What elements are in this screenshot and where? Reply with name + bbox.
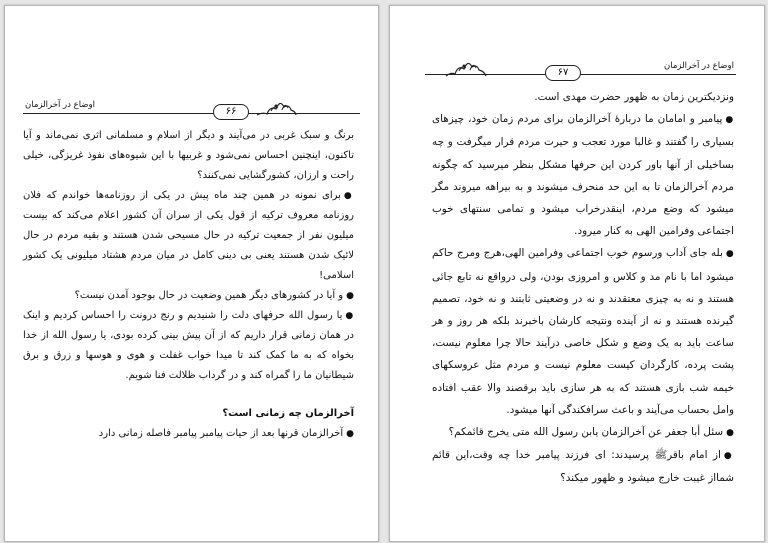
section-heading: آخرالزمان چه زمانی است؟: [222, 408, 354, 419]
bullet-icon: ●: [726, 428, 734, 439]
paragraph-text: آخرالزمان قرنها بعد از حیات پیامبر پیامبر فاصله زمانی دارد: [98, 428, 344, 439]
paragraph-text: از امام باقرﷺ پرسیدند: ای فرزند پیامبر خدا چه وقت،این قائم شمااز غیبت خارج میشود و ظهور میکند؟: [432, 449, 734, 485]
header-rule: [23, 113, 360, 114]
page-body: [23, 126, 354, 444]
bullet-icon: ●: [345, 311, 354, 321]
running-title: اوضاع در آخرالزمان: [664, 61, 734, 71]
bullet-icon: ●: [723, 451, 734, 462]
paragraph-text: برای نمونه در همین چند ماه پیش در یکی از روزنامه‌ها خواندم که فلان روزنامه معروف ترکیه از قول یکی از سران آن کشور اعلام می‌کند که بیست میلیون نفر از جمعیت ترکیه در حال مسیحی شدن هستند و بقیه مردم در حال لائیک شدن هستند یعنی بی دینی کامل در میان مردم هشتاد میلیونی یک کشور اسلامی!: [23, 190, 354, 281]
bullet-icon: ●: [725, 115, 735, 126]
paragraph: [23, 424, 354, 444]
paragraph: [23, 286, 354, 306]
paragraph: [432, 421, 734, 444]
bullet-icon: ●: [346, 429, 354, 439]
paragraph: [23, 306, 354, 386]
paragraph-text: پیامبر و امامان ما دربارهٔ آخرالزمان برای مردم زمان خود، چیزهای بسیاری را گفتند و غالبا مورد تعجب و حیرت مردم قرار میگرفت و چه بساخیلی از آنها باور کردن این حرفها مشکل بنظر میرسید که چگونه مردم آخرالزمان تا به این حد منحرف میشوند و به بیراهه میروند مگر میشود که وضع مردم، اینقدرخراب میشود و تمامی سنتهای خوب اجتماعی وفرامین الهی به کنار میرود.: [432, 113, 734, 238]
paragraph: [432, 444, 734, 489]
bullet-icon: ●: [346, 291, 354, 301]
right-page: [389, 5, 765, 542]
paragraph: [432, 242, 734, 421]
paragraph-text: یا رسول الله حرفهای دلت را شنیدیم و رنج درونت را احساس کردیم و اینک در همان زمانی قرار داریم که از آن پیش بینی کرده بودی، یا رسول الله از خدا بخواه که به ما کمک کند تا میدا خواب غفلت و هوی و هوسها و زرق و برق شیطانیان ما را گمراه کند و در گرداب ظلالت فنا شویم.: [23, 310, 354, 381]
running-title: اوضاع در آخرالزمان: [25, 100, 95, 110]
page-number: ۶۷: [545, 65, 581, 81]
paragraph: برنگ و سبک غربی در می‌آیند و دیگر از اسلام و مسلمانی اثری نمی‌ماند و آیا تاکنون، اینچنین احساس نمی‌شود و غربیها با این شیوه‌های نفوذ غریزگی، خیلی راحت و ارزان، کشورگشایی نمی‌کنند؟: [23, 130, 354, 181]
page-header: [23, 90, 360, 120]
bullet-icon: ●: [725, 249, 734, 260]
paragraph: ونزدیکترین زمان به ظهور حضرت مهدی است.: [534, 91, 734, 103]
floral-ornament-icon: [445, 57, 487, 79]
paragraph-text: بله جای آداب ورسوم خوب اجتماعی وفرامین الهی،هرج ومرج حاکم میشود اما با نام مد و کلاس و امروزی بودن، ولی درواقع نه تابع جائی هستند و نه به چیزی معتقدند و نه در وضعیتی ثابتند و نه خود، تصمیم گیرنده هستند و نه از آینده ونتیجه کارشان باخبرند بلکه هر روز و هر ساعت باید به یک وضع و شکل خاصی درآیند حالا چرا معلوم نیست، پشت پرده، کارگردان کیست معلوم نیست و مردم مثل عروسکهای خیمه شب بازی هستند که به هر سازی باید برقصند والا عقب افتاده وامل بحساب می‌آیند و باعث سرافکندگی آنها میشود.: [432, 247, 734, 416]
paragraph-text: سئل أبا جعفر عن آخرالزمان یابن رسول الله متی یخرج قائمکم؟: [448, 426, 724, 439]
page-number: ۶۶: [213, 104, 249, 120]
left-page: [4, 5, 379, 542]
floral-ornament-icon: [255, 96, 297, 118]
page-header: [425, 51, 736, 81]
bullet-icon: ●: [343, 191, 354, 201]
paragraph-text: و آیا در کشورهای دیگر همین وضعیت در حال بوجود آمدن نیست؟: [74, 290, 344, 301]
paragraph: [23, 186, 354, 286]
page-body: [432, 86, 734, 490]
paragraph: [432, 108, 734, 242]
